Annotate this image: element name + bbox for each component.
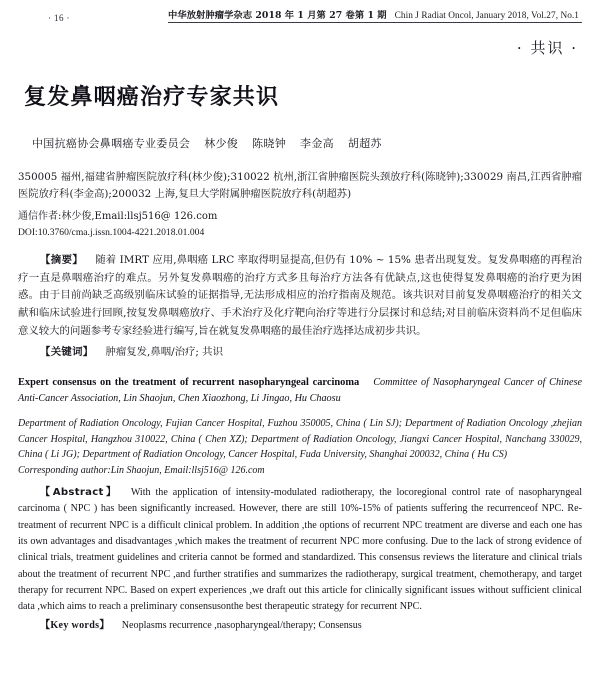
corresponding-author-cn: 通信作者:林少俊,Email:llsj516@ 126.com	[18, 211, 218, 223]
abstract-en-label: 【Abstract】	[40, 486, 119, 498]
keywords-cn	[18, 344, 582, 362]
author-committee-cn: 中国抗癌协会鼻咽癌专业委员会	[32, 137, 191, 150]
abstract-en-text: With the application of intensity-modulated radiotherapy, the locoregional control rate of nasopharyngeal carcinoma ( NPC ) has been significantly increased. However, there are still 10%-15% of patients suffering the recurrenceof NPC. Re-treatment of recurrent NPC is a difficult clinical problem. In addition ,the options of recurrent NPC treatment are diverse and each one has its own advantages and disadvantages ,which makes the treatment of recurrent NPC more confusing. Due to the lack of strong evidence of clinical trials, treatment guidelines and criteria cannot be formed and standardized. This consensus reviews the literature and clinical trials about the treatment of recurrent NPC ,and further stratifies and summarizes the radiotherapy, surgical treatment, chemotherapy, and target therapy for recurrent NPC. Based on expert experiences ,we draft out this article for clinically significant issues without sufficient clinical data ,which aims to reach a preliminary consensusonthe best therapeutic strategy for recurrent NPC.	[18, 486, 583, 613]
page-title: 复发鼻咽癌治疗专家共识	[24, 85, 280, 110]
title-en: Expert consensus on the treatment of recurrent nasopharyngeal carcinoma	[18, 376, 360, 388]
affiliations-en: Department of Radiation Oncology, Fujian Cancer Hospital, Fuzhou 350005, China ( Lin SJ); Department of Radiation Oncology ,zhejian Cancer Hospital, Hangzhou 310022, China ( Chen XZ); Department of Radiation Oncology, Jiangxi Cancer Hospital, Nanchang 330029, China ( Li JG); Department of Radiation Oncology, Cancer Hospital, Fuda University, Shanghai 200032, China ( Hu CS)	[18, 417, 582, 461]
english-section	[18, 375, 582, 634]
keywords-cn-label: 【关键词】	[40, 346, 94, 359]
author-name-2: 陈晓钟	[252, 137, 287, 150]
affiliations-cn: 350005 福州,福建省肿瘤医院放疗科(林少俊);310022 杭州,浙江省肿瘤医院头颈放疗科(陈晓钟);330029 南昌,江西省肿瘤医院放疗科(李金高);200032 上海,复旦大学附属肿瘤医院放疗科(胡超苏)	[18, 171, 582, 200]
abstract-cn	[18, 252, 582, 341]
abstract-cn-text: 随着 IMRT 应用,鼻咽癌 LRC 率取得明显提高,但仍有 10% ~ 15% 患者出现复发。复发鼻咽癌的再程治疗一直是鼻咽癌治疗的难点。另外复发鼻咽癌的治疗方式多且每治疗方法各有优缺点,这也使得复发鼻咽癌的治疗更为困惑。由于目前尚缺乏高级别临床试验的证据指导,无法形成相应的治疗指南及规范。该共识对目前复发鼻咽癌治疗的相关文献和临床试验进行回顾,按复发鼻咽癌放疗、手术治疗及化疗靶向治疗等进行分层探讨和总结;对目前临床资料尚不足但临床意义较大的问题参考专家经验进行编写,旨在就复发鼻咽癌的最佳治疗选择达成初步共识。	[18, 253, 582, 338]
keywords-cn-text: 肿瘤复发,鼻咽/治疗; 共识	[105, 346, 223, 359]
keywords-en-text: Neoplasms recurrence ,nasopharyngeal/therapy; Consensus	[121, 619, 362, 631]
abstract-cn-label: 【摘要】	[40, 253, 84, 266]
authors-en: Committee of Nasopharyngeal Cancer of Chinese Anti-Cancer Association, Lin Shaojun, Chen Xiaozhong, Li Jingao, Hu Chaosu	[18, 376, 582, 404]
page-folio: · 16 ·	[48, 13, 70, 23]
author-name-1: 林少俊	[204, 137, 239, 150]
corresponding-author-en: Corresponding author:Lin Shaojun, Email:llsj516@ 126.com	[18, 465, 265, 477]
abstract-en	[18, 485, 582, 616]
journal-citation-en: Chin J Radiat Oncol, January 2018, Vol.27, No.1	[394, 11, 579, 21]
running-head	[18, 0, 582, 23]
author-byline-cn	[18, 135, 582, 151]
journal-citation-cn: 中华放射肿瘤学杂志 2018 年 1 月第 27 卷第 1 期	[168, 10, 387, 21]
author-name-3: 李金高	[300, 137, 334, 150]
article-category-mark: · 共识 ·	[516, 39, 578, 57]
doi-line: DOI:10.3760/cma.j.issn.1004-4221.2018.01.004	[18, 227, 205, 239]
keywords-en	[18, 618, 582, 634]
journal-citation-line	[168, 7, 582, 23]
keywords-en-label: 【Key words】	[40, 619, 110, 631]
author-name-4: 胡超苏	[347, 137, 382, 150]
title-en-line	[18, 375, 582, 407]
